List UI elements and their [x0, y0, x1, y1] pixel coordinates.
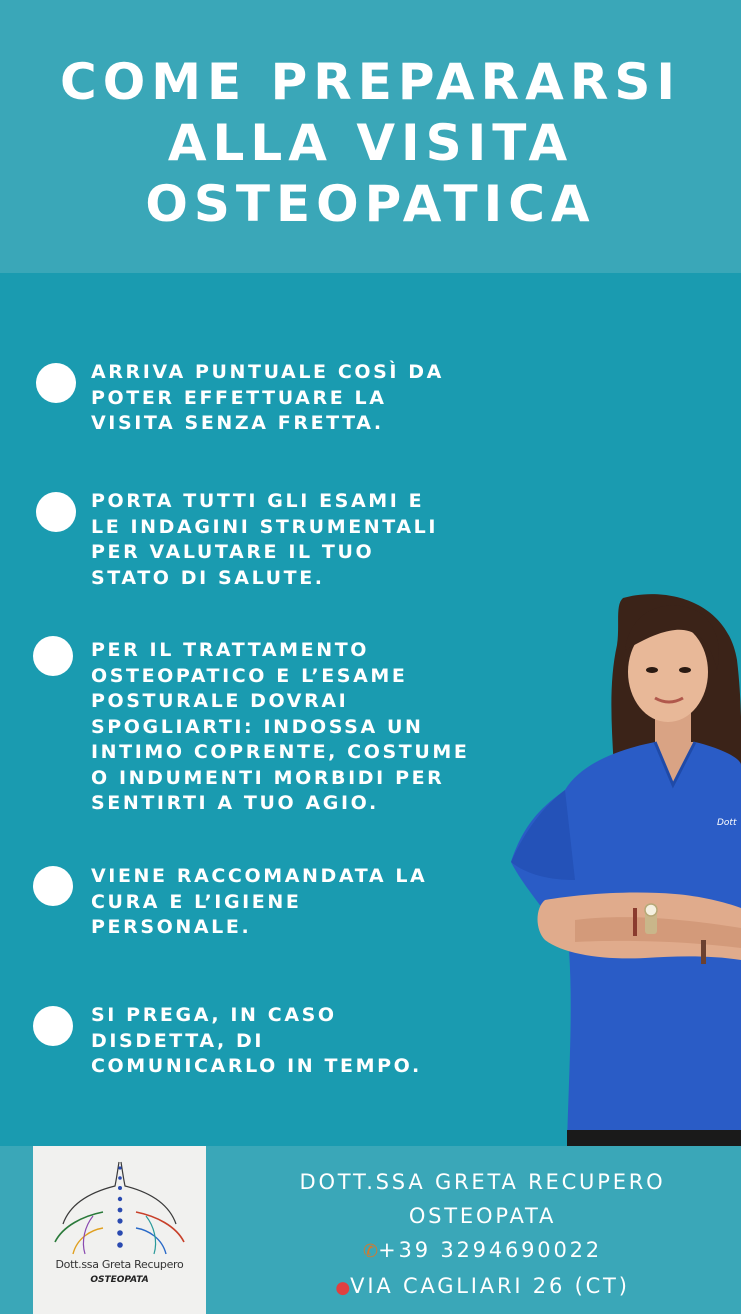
- bullet-circle-icon: [33, 1006, 73, 1046]
- bullet-circle-icon: [33, 866, 73, 906]
- contact-address: VIA CAGLIARI 26 (CT): [350, 1274, 630, 1298]
- list-item-text: PORTA TUTTI GLI ESAMI E LE INDAGINI STRUMENTALI PER VALUTARE IL TUO STATO DI SALUTE.: [91, 490, 439, 589]
- contact-name: DOTT.SSA GRETA RECUPERO: [299, 1170, 666, 1194]
- contact-block: [230, 1165, 735, 1305]
- page-title: [0, 52, 741, 235]
- contact-phone: +39 3294690022: [378, 1238, 602, 1262]
- svg-text:Dott: Dott: [717, 818, 737, 828]
- list-item-text: ARRIVA PUNTUALE COSÌ DA POTER EFFETTUARE LA VISITA SENZA FRETTA.: [91, 361, 444, 434]
- contact-role: OSTEOPATA: [408, 1204, 557, 1228]
- osteopath-logo: [33, 1146, 206, 1314]
- title-line-1: COME PREPARARSI: [60, 53, 681, 111]
- list-item-text: SI PREGA, IN CASO DISDETTA, DI COMUNICARLO IN TEMPO.: [91, 1004, 422, 1077]
- doctor-photo: [505, 590, 741, 1146]
- logo-subtitle: OSTEOPATA: [90, 1275, 149, 1285]
- contact-address-line: [230, 1269, 735, 1305]
- round-pushpin-icon: ●: [335, 1278, 351, 1298]
- telephone-receiver-icon: ✆: [363, 1241, 379, 1262]
- spine-logo-icon: [33, 1146, 206, 1314]
- list-item-text: VIENE RACCOMANDATA LA CURA E L’IGIENE PERSONALE.: [91, 865, 428, 938]
- list-item-text: PER IL TRATTAMENTO OSTEOPATICO E L’ESAME POSTURALE DOVRAI SPOGLIARTI: INDOSSA UN INTIMO COPRENTE, COSTUME O INDUMENTI MORBIDI PER SENTIRTI A TUO AGIO.: [91, 639, 470, 814]
- bullet-circle-icon: [36, 492, 76, 532]
- bullet-circle-icon: [33, 636, 73, 676]
- contact-phone-line: [230, 1233, 735, 1269]
- logo-name: Dott.ssa Greta Recupero: [55, 1258, 184, 1271]
- title-line-3: OSTEOPATICA: [145, 175, 596, 233]
- title-line-2: ALLA VISITA: [167, 114, 574, 172]
- bullet-circle-icon: [36, 363, 76, 403]
